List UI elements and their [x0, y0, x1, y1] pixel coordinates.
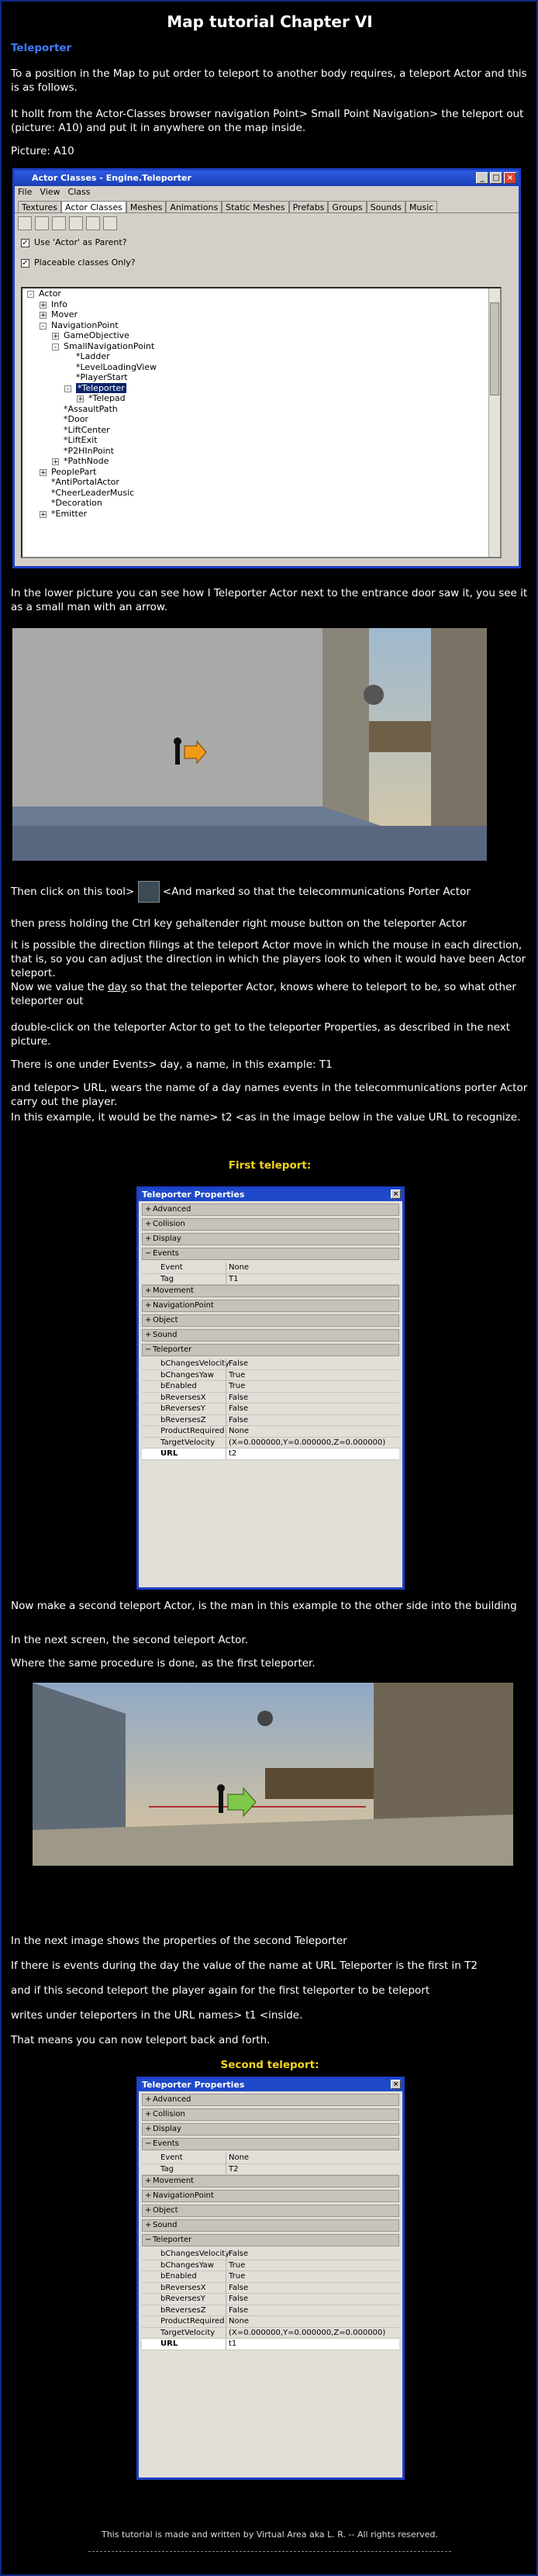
collapse-icon[interactable]: - — [64, 385, 71, 392]
property-row[interactable] — [142, 1274, 399, 1286]
expand-icon[interactable]: + — [145, 1205, 152, 1214]
property-category-label: NavigationPoint — [153, 1301, 214, 1310]
tree-item[interactable] — [22, 299, 500, 310]
property-key: TargetVelocity — [160, 2328, 216, 2337]
property-category[interactable] — [142, 1233, 399, 1245]
property-value: True — [226, 2271, 399, 2282]
property-key: bReversesZ — [160, 1415, 206, 1424]
tree-item[interactable] — [22, 330, 500, 341]
property-row[interactable] — [142, 2260, 399, 2272]
picture-label: Picture: A10 — [11, 145, 74, 157]
expand-icon[interactable]: + — [145, 2095, 152, 2104]
tree-item[interactable] — [22, 341, 500, 352]
properties-titlebar — [139, 2079, 402, 2091]
second-teleporter-scene-image — [33, 1683, 513, 1866]
url-value-input[interactable]: t1 — [226, 2339, 399, 2350]
property-value: True — [226, 2260, 399, 2271]
property-value: False — [226, 2294, 399, 2305]
expand-icon[interactable]: + — [145, 2221, 152, 2229]
expand-icon[interactable]: + — [145, 1301, 152, 1310]
close-icon[interactable]: × — [504, 172, 516, 184]
collapse-icon[interactable]: − — [145, 2139, 152, 2148]
property-key: bReversesY — [160, 1404, 205, 1413]
property-row[interactable] — [142, 1438, 399, 1449]
properties-body — [139, 2091, 402, 2353]
property-key: bEnabled — [160, 1382, 197, 1390]
back-forth-text: That means you can now teleport back and forth. — [11, 2034, 271, 2046]
expand-icon[interactable]: + — [145, 2125, 152, 2133]
tree-item[interactable] — [22, 425, 500, 436]
tree-item[interactable] — [22, 383, 500, 394]
tab-animations[interactable]: Animations — [166, 201, 222, 212]
actor-class-tree — [21, 287, 502, 558]
teleporter-scene-image — [12, 628, 487, 861]
placeable-checkbox-label: Placeable classes Only? — [34, 257, 136, 268]
tree-leaf-spacer — [52, 426, 59, 433]
tree-item-label: *PlayerStart — [76, 372, 128, 382]
property-value: False — [226, 2283, 399, 2294]
property-category[interactable] — [142, 1248, 399, 1260]
tree-item-label: *Decoration — [51, 498, 102, 508]
collapse-icon[interactable]: − — [145, 1345, 152, 1354]
property-category-label: Display — [153, 2125, 181, 2133]
tree-item[interactable] — [22, 446, 500, 457]
tree-item[interactable] — [22, 404, 500, 415]
if-second-text: and if this second teleport the player again for the first teleporter to be teleport — [11, 1984, 430, 1997]
parent-checkbox-label: Use 'Actor' as Parent? — [34, 237, 127, 247]
tree-scrollbar[interactable] — [488, 288, 500, 557]
properties-title: Teleporter Properties — [142, 1190, 245, 1200]
tree-leaf-spacer — [52, 447, 59, 454]
tab-actor-classes[interactable]: Actor Classes — [61, 201, 126, 212]
property-category[interactable] — [142, 1203, 399, 1216]
property-category-label: Teleporter — [153, 1345, 192, 1354]
property-category-label: Object — [153, 1316, 178, 1324]
events-day-text: If there is events during the day the value of the name at URL Teleporter is the first in T2 — [11, 1960, 478, 1972]
property-row[interactable] — [142, 2283, 399, 2295]
parent-checkbox[interactable]: ✓ — [22, 238, 29, 247]
tree-item[interactable] — [22, 309, 500, 320]
tree-item-label: Info — [51, 299, 67, 309]
menu-class[interactable]: Class — [67, 187, 91, 197]
property-key: URL — [142, 1449, 226, 1459]
property-key: bReversesX — [160, 1393, 206, 1402]
teleporter-tool-icon[interactable] — [138, 881, 160, 903]
property-row[interactable] — [142, 1262, 399, 1274]
expand-icon[interactable]: + — [53, 458, 59, 466]
expand-icon[interactable]: + — [145, 2177, 152, 2185]
tree-item-label: *AssaultPath — [64, 403, 118, 414]
direction-text: it is possible the direction filings at the teleport Actor move in which the mouse in each direction, that is, so you can adjust the direction in which the players look to when it would have been Actor teleport. — [11, 939, 526, 979]
property-category-label: Collision — [153, 1220, 185, 1228]
properties-titlebar — [139, 1189, 402, 1201]
collapse-icon[interactable]: - — [52, 344, 59, 350]
expand-icon[interactable]: + — [145, 2110, 152, 2118]
properties-body — [139, 1201, 402, 1462]
minimize-icon[interactable]: _ — [476, 172, 488, 184]
browser-tabs — [15, 199, 519, 212]
instruction-text: It hollt from the Actor-Classes browser navigation Point> Small Point Navigation> the teleport out (picture: A10) and put it in anywhere on the map inside. — [11, 108, 524, 134]
expand-icon[interactable]: + — [145, 1286, 152, 1295]
tree-leaf-spacer — [40, 489, 47, 496]
property-row[interactable] — [142, 2153, 399, 2164]
property-category[interactable] — [142, 2138, 399, 2150]
property-row[interactable] — [142, 1449, 399, 1460]
tree-item-label: *LiftExit — [64, 435, 98, 445]
edit-script-icon[interactable] — [86, 216, 100, 230]
property-row[interactable] — [142, 2271, 399, 2283]
property-key: bReversesZ — [160, 2305, 206, 2315]
url-value-input[interactable]: t2 — [226, 1449, 399, 1459]
scrollbar-thumb[interactable] — [490, 302, 499, 395]
expand-icon[interactable]: + — [145, 1220, 152, 1228]
property-row[interactable] — [142, 2316, 399, 2328]
tree-leaf-spacer — [52, 415, 59, 422]
tree-item[interactable] — [22, 456, 500, 467]
tab-prefabs[interactable]: Prefabs — [289, 201, 329, 212]
parent-option[interactable] — [15, 233, 519, 253]
tree-leaf-spacer — [40, 478, 47, 485]
intro-text: To a position in the Map to put order to teleport to another body requires, a teleport Actor and this is as follows. — [11, 67, 527, 94]
tree-item[interactable] — [22, 414, 500, 425]
tab-meshes[interactable]: Meshes — [126, 201, 166, 212]
tab-groups[interactable]: Groups — [328, 201, 366, 212]
property-key: bChangesYaw — [160, 2260, 214, 2270]
property-row[interactable] — [142, 2339, 399, 2350]
click-tool-text-a: Then click on this tool> — [11, 886, 135, 898]
property-key: URL — [142, 2339, 226, 2350]
property-value: False — [226, 2305, 399, 2316]
double-click-text: double-click on the teleporter Actor to get to the teleporter Properties, as described in the next picture. — [11, 1021, 510, 1048]
expand-icon[interactable]: + — [145, 2206, 152, 2215]
new-icon[interactable] — [69, 216, 83, 230]
tree-item-label: *AntiPortalActor — [51, 477, 119, 487]
window-title: Actor Classes - Engine.Teleporter — [32, 173, 191, 183]
tree-item-label: *PathNode — [64, 456, 109, 466]
footer-divider — [88, 2551, 451, 2552]
property-category[interactable] — [142, 2219, 399, 2232]
property-row[interactable] — [142, 2294, 399, 2305]
maximize-icon[interactable]: □ — [490, 172, 502, 184]
value-text-day: day — [107, 981, 127, 993]
tree-item-label: *Emitter — [51, 508, 88, 519]
tree-item[interactable] — [22, 477, 500, 488]
teleporter-properties-panel-1 — [136, 1186, 405, 1590]
collapse-icon[interactable]: - — [27, 291, 34, 298]
scene2-illustration — [33, 1683, 513, 1866]
property-value: T1 — [226, 1274, 399, 1285]
property-key: bReversesY — [160, 2295, 205, 2303]
property-category-label: Events — [153, 2139, 179, 2148]
tree-item-label: Actor — [39, 288, 61, 299]
property-value: True — [226, 1370, 399, 1381]
property-category[interactable] — [142, 2123, 399, 2136]
second-actor-text: Now make a second teleport Actor, is the man in this example to the other side into the building — [11, 1600, 517, 1612]
property-category-label: Teleporter — [153, 2236, 192, 2244]
property-category[interactable] — [142, 1329, 399, 1342]
property-category[interactable] — [142, 2108, 399, 2121]
window-titlebar — [15, 171, 519, 186]
tree-item[interactable] — [22, 467, 500, 478]
property-row[interactable] — [142, 1404, 399, 1415]
property-key: Tag — [160, 1274, 174, 1283]
property-category[interactable] — [142, 2234, 399, 2246]
property-row[interactable] — [142, 1426, 399, 1438]
property-value: False — [226, 2249, 399, 2260]
tree-item-label: *Teleporter — [78, 382, 125, 393]
collapse-icon[interactable]: - — [40, 323, 47, 330]
property-value: None — [226, 1262, 399, 1273]
property-value: None — [226, 1426, 399, 1437]
tree-leaf-spacer — [64, 352, 71, 359]
tree-item-label: *CheerLeaderMusic — [51, 487, 135, 498]
property-key: ProductRequired — [160, 2317, 225, 2326]
tree-leaf-spacer — [40, 499, 47, 506]
expand-icon[interactable]: + — [40, 312, 47, 319]
tree-rows — [22, 288, 500, 519]
property-value: False — [226, 1393, 399, 1404]
property-category[interactable] — [142, 2175, 399, 2188]
collapse-icon[interactable]: − — [145, 1249, 152, 1258]
props-second-text: In the next image shows the properties of the second Teleporter — [11, 1935, 347, 1947]
click-tool-text — [11, 881, 471, 903]
property-category-label: Display — [153, 1234, 181, 1243]
property-value: (X=0.000000,Y=0.000000,Z=0.000000) — [226, 1438, 399, 1449]
value-text-a: Now we value the — [11, 981, 108, 993]
lower-picture-text: In the lower picture you can see how I Teleporter Actor next to the entrance door saw it, you see it as a small man with an arrow. — [11, 587, 528, 613]
property-category-label: Sound — [153, 2221, 178, 2229]
property-row[interactable] — [142, 2328, 399, 2339]
tree-item-label: *Door — [64, 414, 88, 424]
tree-item[interactable] — [22, 393, 500, 404]
tree-leaf-spacer — [52, 405, 59, 412]
close-icon[interactable]: × — [391, 1190, 401, 1199]
property-key: Tag — [160, 2164, 174, 2174]
property-value: True — [226, 1381, 399, 1392]
property-category-label: Movement — [153, 2177, 194, 2185]
property-row[interactable] — [142, 1381, 399, 1393]
property-key: bEnabled — [160, 2272, 197, 2281]
tree-item[interactable] — [22, 372, 500, 383]
page-title: Map tutorial Chapter VI — [167, 12, 373, 31]
property-category-label: Collision — [153, 2110, 185, 2118]
ctrl-text: then press holding the Ctrl key gehaltender right mouse button on the teleporter Actor — [11, 917, 467, 930]
property-key: bChangesYaw — [160, 1370, 214, 1380]
property-key: ProductRequired — [160, 1427, 225, 1435]
footer-credit: This tutorial is made and written by Virtual Area aka L. R. -- All rights reserved. — [101, 2529, 439, 2540]
property-row[interactable] — [142, 1393, 399, 1404]
property-value: False — [226, 1415, 399, 1426]
tree-item-label: *Ladder — [76, 351, 110, 361]
property-category-label: Sound — [153, 1331, 178, 1339]
tree-item-label: PeoplePart — [51, 466, 97, 477]
property-value: None — [226, 2153, 399, 2163]
value-text — [11, 980, 529, 1008]
window-toolbar — [15, 212, 519, 233]
placeable-option[interactable] — [15, 253, 519, 273]
property-row[interactable] — [142, 1359, 399, 1370]
tree-item-label: *P2HInPoint — [64, 445, 114, 456]
property-key: bChangesVelocity — [160, 2250, 230, 2258]
expand-icon[interactable]: + — [40, 301, 47, 309]
property-category-label: NavigationPoint — [153, 2191, 214, 2200]
tree-item-label: *Telepad — [88, 393, 126, 403]
expand-icon[interactable]: + — [40, 510, 47, 519]
tree-item[interactable] — [22, 288, 500, 299]
property-category-label: Object — [153, 2206, 178, 2215]
expand-icon[interactable]: + — [145, 1234, 152, 1243]
value-text-b: so that the teleporter Actor, knows where to teleport to be, so what other teleporter out — [11, 981, 516, 1007]
property-row[interactable] — [142, 2305, 399, 2317]
menu-view[interactable]: View — [40, 187, 60, 197]
tab-music[interactable]: Music — [405, 201, 437, 212]
tab-static-meshes[interactable]: Static Meshes — [222, 201, 288, 212]
property-key: Event — [160, 1263, 183, 1272]
property-category[interactable] — [142, 1218, 399, 1231]
expand-icon[interactable]: + — [53, 333, 59, 340]
property-row[interactable] — [142, 1415, 399, 1427]
tab-sounds[interactable]: Sounds — [367, 201, 405, 212]
expand-icon[interactable]: + — [145, 1316, 152, 1324]
close-icon[interactable]: × — [391, 2080, 401, 2089]
default-props-icon[interactable] — [103, 216, 117, 230]
tree-item[interactable] — [22, 362, 500, 373]
section-heading: Teleporter — [11, 42, 72, 54]
tree-view-icon[interactable] — [18, 216, 32, 230]
scene2-light-icon — [257, 1711, 273, 1726]
property-value: (X=0.000000,Y=0.000000,Z=0.000000) — [226, 2328, 399, 2339]
property-key: TargetVelocity — [160, 1438, 216, 1447]
property-key: bChangesVelocity — [160, 1359, 230, 1368]
tree-item[interactable] — [22, 498, 500, 509]
light-icon — [364, 685, 384, 705]
tree-item-label: *LevelLoadingView — [76, 361, 157, 372]
property-value: False — [226, 1359, 399, 1369]
property-category-label: Advanced — [153, 2095, 191, 2104]
collapse-icon[interactable]: − — [145, 2236, 152, 2244]
tree-item[interactable] — [22, 435, 500, 446]
example-text: In this example, it would be the name> t2 <as in the image below in the value URL to recognize. — [11, 1111, 521, 1124]
property-category[interactable] — [142, 2094, 399, 2106]
writes-text: writes under teleporters in the URL names> t1 <inside. — [11, 2009, 303, 2022]
tree-item-label: SmallNavigationPoint — [64, 340, 155, 351]
tree-item-label: *LiftCenter — [64, 424, 110, 435]
tutorial-content — [11, 11, 529, 2540]
click-tool-text-b: <And marked so that the telecommunications Porter Actor — [162, 886, 471, 898]
tree-leaf-spacer — [64, 373, 71, 380]
tree-item-label: GameObjective — [64, 330, 129, 340]
second-teleport-label: Second teleport: — [220, 2059, 319, 2071]
expand-icon[interactable]: + — [145, 1331, 152, 1339]
tree-item[interactable] — [22, 509, 500, 520]
property-category-label: Events — [153, 1249, 179, 1258]
property-value: False — [226, 1404, 399, 1414]
menu-file[interactable]: File — [18, 187, 33, 197]
property-category[interactable] — [142, 2190, 399, 2202]
teleporter-properties-panel-2 — [136, 2077, 405, 2480]
open-icon[interactable] — [35, 216, 49, 230]
tree-item-label: Mover — [51, 309, 78, 319]
property-category[interactable] — [142, 1314, 399, 1327]
events-text: There is one under Events> day, a name, in this example: T1 — [11, 1058, 333, 1071]
same-procedure-text: Where the same procedure is done, as the first teleporter. — [11, 1657, 316, 1670]
next-screen-text: In the next screen, the second teleport Actor. — [11, 1634, 249, 1646]
property-row[interactable] — [142, 2249, 399, 2260]
tree-leaf-spacer — [52, 436, 59, 443]
url-text: and telepor> URL, wears the name of a day names events in the telecommunications porter Actor carry out the player. — [11, 1082, 528, 1108]
property-value: T2 — [226, 2164, 399, 2175]
scene-illustration — [12, 628, 487, 861]
tree-item[interactable] — [22, 488, 500, 499]
tree-item[interactable] — [22, 320, 500, 331]
tab-textures[interactable]: Textures — [18, 201, 61, 212]
tree-item-label: NavigationPoint — [51, 319, 119, 330]
property-category[interactable] — [142, 1344, 399, 1356]
property-value: None — [226, 2316, 399, 2327]
placeable-checkbox[interactable]: ✓ — [22, 258, 29, 268]
property-category[interactable] — [142, 2205, 399, 2217]
property-category-label: Movement — [153, 1286, 194, 1295]
property-category[interactable] — [142, 1285, 399, 1297]
actor-classes-window — [12, 168, 521, 568]
tree-leaf-spacer — [64, 363, 71, 370]
property-key: Event — [160, 2153, 183, 2162]
property-row[interactable] — [142, 2164, 399, 2176]
property-category[interactable] — [142, 1300, 399, 1312]
property-row[interactable] — [142, 1370, 399, 1382]
properties-title: Teleporter Properties — [142, 2080, 245, 2090]
tree-item[interactable] — [22, 351, 500, 362]
expand-icon[interactable]: + — [78, 395, 84, 403]
save-icon[interactable] — [52, 216, 66, 230]
window-menubar — [15, 186, 519, 199]
property-key: bReversesX — [160, 2283, 206, 2292]
expand-icon[interactable]: + — [40, 468, 47, 477]
property-category-label: Advanced — [153, 1205, 191, 1214]
first-teleport-label: First teleport: — [228, 1159, 312, 1172]
expand-icon[interactable]: + — [145, 2191, 152, 2200]
